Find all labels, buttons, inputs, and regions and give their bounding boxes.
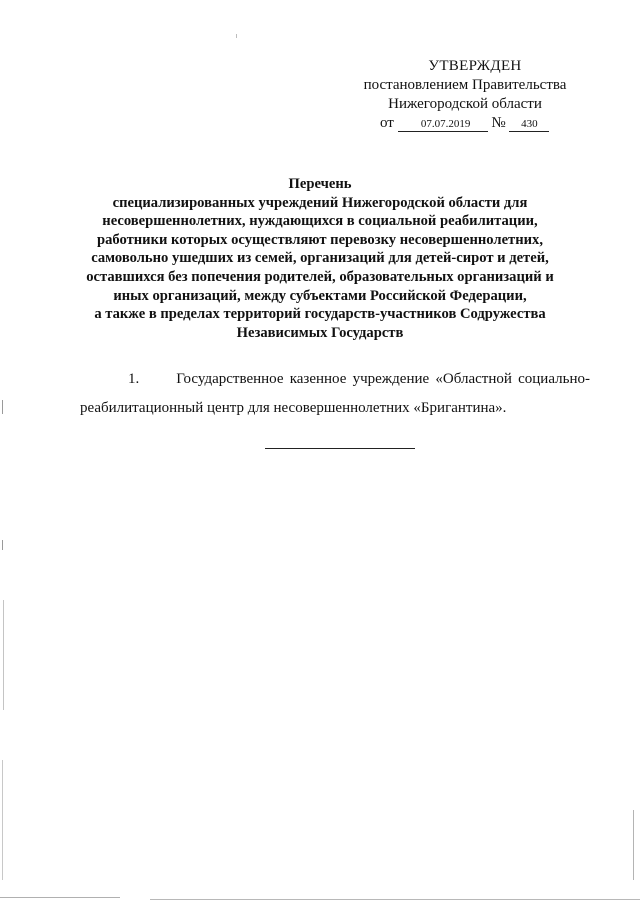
scan-mark	[2, 540, 3, 550]
approval-date-row	[350, 114, 580, 133]
list-item-word: социально-	[518, 371, 590, 387]
title-line: работники которых осуществляют перевозку несовершеннолетних,	[96, 231, 543, 248]
scan-mark	[2, 760, 3, 880]
approval-title: УТВЕРЖДЕН	[428, 58, 522, 74]
scan-mark	[150, 899, 640, 900]
approval-date-field: 07.07.2019	[398, 117, 488, 132]
title-line: иных организаций, между субъектами Российской Федерации,	[113, 287, 527, 304]
number-sign: №	[491, 115, 506, 131]
list-item-continuation: реабилитационный центр для несовершеннолетних «Бригантина».	[80, 400, 507, 416]
date-prefix: от	[380, 115, 394, 131]
title-heading: Перечень	[288, 176, 352, 192]
document-title	[60, 175, 580, 342]
title-line: Независимых Государств	[236, 324, 404, 341]
list-item-word: Государственное	[176, 371, 284, 387]
list-item-number: 1.	[128, 371, 140, 387]
title-line: оставшихся без попечения родителей, образовательных организаций и	[86, 268, 554, 285]
scan-mark	[3, 600, 4, 710]
scan-mark	[633, 810, 634, 880]
approval-block	[350, 57, 580, 133]
title-line: а также в пределах территорий государств-участников Содружества	[94, 306, 546, 323]
title-line: специализированных учреждений Нижегородской области для	[112, 194, 528, 211]
list-item-word: учреждение	[352, 371, 430, 387]
list-item-first-line	[80, 365, 590, 394]
scan-mark	[236, 34, 237, 38]
list-item-word: «Областной	[435, 371, 512, 387]
closing-rule	[265, 448, 415, 449]
list-item-word: казенное	[289, 371, 347, 387]
scan-mark	[2, 400, 3, 414]
approval-number-field: 430	[509, 117, 549, 132]
scan-mark	[0, 897, 120, 898]
approval-region: Нижегородской области	[388, 96, 542, 112]
list-item	[80, 365, 590, 423]
title-line: несовершеннолетних, нуждающихся в социальной реабилитации,	[102, 213, 538, 230]
title-line: самовольно ушедших из семей, организаций для детей-сирот и детей,	[91, 250, 549, 267]
approval-issuer: постановлением Правительства	[363, 77, 567, 93]
